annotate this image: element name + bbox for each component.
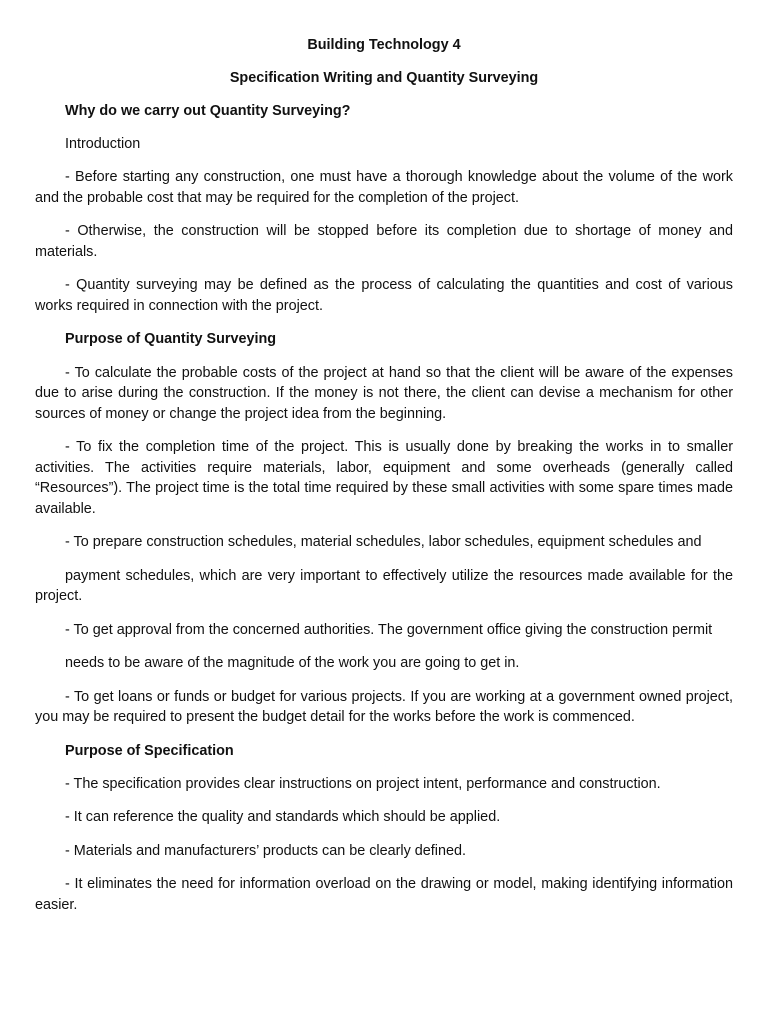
- paragraph: - To calculate the probable costs of the project at hand so that the client will be aware of the expenses due to arise during the construction. If the money is not there, the client can devise a mechanism for other sources of money or change the project idea from the beginning.: [35, 364, 733, 422]
- paragraph: - To get loans or funds or budget for various projects. If you are working at a government owned project, you may be required to present the budget detail for the works before the work is commenced.: [35, 688, 733, 726]
- section-heading-purpose-spec: Purpose of Specification: [65, 742, 234, 759]
- paragraph: - Quantity surveying may be defined as the process of calculating the quantities and cost of various works required in connection with the project.: [35, 277, 733, 314]
- paragraph: - Otherwise, the construction will be stopped before its completion due to shortage of money and materials.: [35, 223, 733, 260]
- document-subtitle: Specification Writing and Quantity Surveying: [229, 69, 539, 86]
- section-heading-why: Why do we carry out Quantity Surveying?: [65, 102, 351, 119]
- paragraph: - The specification provides clear instructions on project intent, performance and construction.: [65, 775, 661, 792]
- paragraph: needs to be aware of the magnitude of the work you are going to get in.: [65, 655, 520, 672]
- paragraph: payment schedules, which are very important to effectively utilize the resources made available for the project.: [35, 567, 733, 605]
- paragraph: - To get approval from the concerned authorities. The government office giving the construction permit: [65, 621, 713, 638]
- paragraph: - Materials and manufacturers’ products can be clearly defined.: [65, 842, 467, 859]
- introduction-label: Introduction: [65, 135, 141, 152]
- paragraph: - Before starting any construction, one must have a thorough knowledge about the volume of the work and the probable cost that may be required for the completion of the project.: [35, 169, 733, 206]
- paragraph: - It eliminates the need for information overload on the drawing or model, making identifying information easier.: [35, 876, 733, 913]
- section-heading-purpose-qs: Purpose of Quantity Surveying: [65, 331, 277, 348]
- paragraph: - To fix the completion time of the project. This is usually done by breaking the works in to smaller activities. The activities require materials, labor, equipment and some overheads (generally called “Resources”). The project time is the total time required by these small activities with some spare times made available.: [35, 439, 733, 518]
- paragraph: - It can reference the quality and standards which should be applied.: [65, 809, 501, 826]
- document-body: [35, 35, 733, 928]
- document-title: Building Technology 4: [307, 37, 461, 53]
- paragraph: - To prepare construction schedules, material schedules, labor schedules, equipment schedules and: [65, 534, 702, 551]
